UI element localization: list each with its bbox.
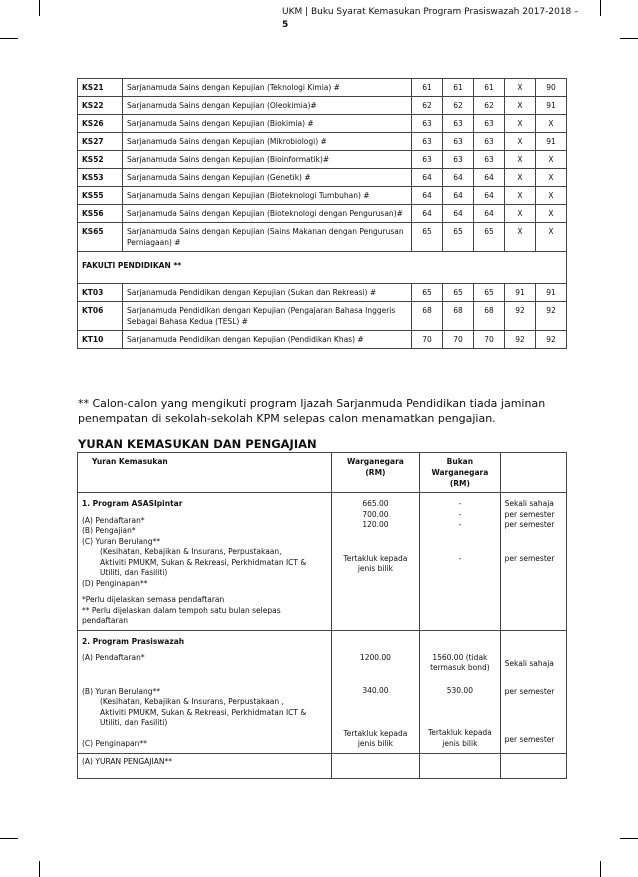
score-col-1: 65 xyxy=(412,284,443,302)
score-col-1: 65 xyxy=(412,223,443,252)
program-row xyxy=(78,97,567,115)
prasiswazah-citizen: 1200.00 340.00 Tertakluk kepada jenis bilik xyxy=(331,630,419,753)
score-col-5: 92 xyxy=(536,302,567,331)
crop-mark xyxy=(600,861,601,877)
score-col-5: X xyxy=(536,187,567,205)
prasiswazah-period: Sekali sahaja per semester per semester xyxy=(500,630,566,753)
score-col-4: X xyxy=(505,97,536,115)
program-name: Sarjanamuda Sains dengan Kepujian (Genetik) # xyxy=(123,169,412,187)
score-col-4: X xyxy=(505,151,536,169)
score-col-3: 65 xyxy=(474,284,505,302)
col-head-period xyxy=(500,453,566,493)
pengajian-label: (A) YURAN PENGAJIAN** xyxy=(78,753,332,778)
empty-cell xyxy=(500,753,566,778)
score-col-4: X xyxy=(505,115,536,133)
score-col-1: 64 xyxy=(412,169,443,187)
program-code: KT03 xyxy=(78,284,123,302)
score-col-2: 64 xyxy=(443,205,474,223)
program-code: KT06 xyxy=(78,302,123,331)
score-col-5: 91 xyxy=(536,284,567,302)
empty-cell xyxy=(420,753,501,778)
score-col-5: X xyxy=(536,223,567,252)
program-code: KT10 xyxy=(78,331,123,349)
score-col-1: 63 xyxy=(412,133,443,151)
crop-mark xyxy=(39,861,40,877)
crop-mark xyxy=(620,38,638,39)
score-col-5: X xyxy=(536,169,567,187)
program-name: Sarjanamuda Sains dengan Kepujian (Bioteknologi dengan Pengurusan)# xyxy=(123,205,412,223)
score-col-3: 61 xyxy=(474,79,505,97)
score-col-2: 63 xyxy=(443,151,474,169)
crop-mark xyxy=(0,838,18,839)
col-head-noncitizen: Bukan Warganegara (RM) xyxy=(420,453,501,493)
program-code: KS27 xyxy=(78,133,123,151)
col-head-fee: Yuran Kemasukan xyxy=(78,453,332,493)
program-row xyxy=(78,223,567,252)
score-col-2: 62 xyxy=(443,97,474,115)
program-code: KS26 xyxy=(78,115,123,133)
prasiswazah-items: 2. Program Prasiswazah (A) Pendaftaran* (B) Yuran Berulang** (Kesihatan, Kebajikan & Insurans, Perpustakaan , Aktiviti PMUKM, Sukan & Rekreasi, Perkhidmatan ICT & Utiliti, dan Fasiliti) (C) Penginapan** xyxy=(78,630,332,753)
program-row xyxy=(78,169,567,187)
program-row xyxy=(78,284,567,302)
asasi-noncitizen: - - - - xyxy=(420,493,501,631)
crop-mark xyxy=(0,38,18,39)
crop-mark xyxy=(620,838,638,839)
program-name: Sarjanamuda Sains dengan Kepujian (Oleokimia)# xyxy=(123,97,412,115)
program-code: KS55 xyxy=(78,187,123,205)
fees-heading: YURAN KEMASUKAN DAN PENGAJIAN xyxy=(78,437,317,451)
asasi-items: 1. Program ASASIpintar (A) Pendaftaran* (B) Pengajian* (C) Yuran Berulang** (Kesihatan, Kebajikan & Insurans, Perpustakaan, Aktiviti PMUKM, Sukan & Rekreasi, Perkhidmatan ICT & Utiliti, dan Fasiliti) (D) Penginapan** *Perlu dijelaskan semasa pendaftaran ** Perlu dijelaskan dalam tempoh satu bulan selepas pendaftaran xyxy=(78,493,332,631)
program-name: Sarjanamuda Sains dengan Kepujian (Bioinformatik)# xyxy=(123,151,412,169)
score-col-1: 63 xyxy=(412,115,443,133)
program-row xyxy=(78,302,567,331)
score-col-5: 91 xyxy=(536,97,567,115)
score-col-3: 63 xyxy=(474,133,505,151)
score-col-5: X xyxy=(536,115,567,133)
score-col-4: X xyxy=(505,205,536,223)
score-col-1: 62 xyxy=(412,97,443,115)
program-code: KS21 xyxy=(78,79,123,97)
prasiswazah-noncitizen: 1560.00 (tidak termasuk bond) 530.00 Tertakluk kepada jenis bilik xyxy=(420,630,501,753)
program-name: Sarjanamuda Sains dengan Kepujian (Mikrobiologi) # xyxy=(123,133,412,151)
score-col-4: X xyxy=(505,79,536,97)
fees-section-prasiswazah xyxy=(78,630,567,753)
fees-section-pengajian xyxy=(78,753,567,778)
score-col-3: 62 xyxy=(474,97,505,115)
score-col-2: 61 xyxy=(443,79,474,97)
program-name: Sarjanamuda Pendidikan dengan Kepujian (Pengajaran Bahasa Inggeris Sebagai Bahasa Kedua (TESL) # xyxy=(123,302,412,331)
score-col-5: 92 xyxy=(536,331,567,349)
fees-section-asasi xyxy=(78,493,567,631)
program-name: Sarjanamuda Sains dengan Kepujian (Bioteknologi Tumbuhan) # xyxy=(123,187,412,205)
score-col-3: 65 xyxy=(474,223,505,252)
program-row xyxy=(78,79,567,97)
program-name: Sarjanamuda Pendidikan dengan Kepujian (Sukan dan Rekreasi) # xyxy=(123,284,412,302)
asasi-citizen: 665.00 700.00 120.00 Tertakluk kepada jenis bilik xyxy=(331,493,419,631)
score-col-2: 65 xyxy=(443,284,474,302)
score-col-1: 64 xyxy=(412,187,443,205)
asasi-period: Sekali sahaja per semester per semester per semester xyxy=(500,493,566,631)
crop-mark xyxy=(600,0,601,16)
score-col-5: 91 xyxy=(536,133,567,151)
score-col-5: X xyxy=(536,151,567,169)
crop-mark xyxy=(39,0,40,16)
program-row xyxy=(78,187,567,205)
page-number: 5 xyxy=(282,20,289,30)
program-row xyxy=(78,151,567,169)
page-header xyxy=(282,6,582,32)
score-col-4: 91 xyxy=(505,284,536,302)
score-col-2: 70 xyxy=(443,331,474,349)
score-col-3: 68 xyxy=(474,302,505,331)
program-code: KS53 xyxy=(78,169,123,187)
score-col-5: X xyxy=(536,205,567,223)
program-table xyxy=(77,78,567,349)
score-col-1: 64 xyxy=(412,205,443,223)
score-col-4: X xyxy=(505,223,536,252)
program-name: Sarjanamuda Sains dengan Kepujian (Sains Makanan dengan Pengurusan Perniagaan) # xyxy=(123,223,412,252)
fees-table xyxy=(77,452,567,779)
score-col-3: 70 xyxy=(474,331,505,349)
score-col-2: 65 xyxy=(443,223,474,252)
empty-cell xyxy=(331,753,419,778)
score-col-2: 64 xyxy=(443,169,474,187)
score-col-4: 92 xyxy=(505,331,536,349)
score-col-4: X xyxy=(505,169,536,187)
program-code: KS22 xyxy=(78,97,123,115)
score-col-4: X xyxy=(505,133,536,151)
faculty-label: FAKULTI PENDIDIKAN ** xyxy=(78,252,567,284)
score-col-2: 63 xyxy=(443,115,474,133)
score-col-1: 63 xyxy=(412,151,443,169)
score-col-3: 64 xyxy=(474,169,505,187)
program-row xyxy=(78,205,567,223)
score-col-3: 63 xyxy=(474,115,505,133)
header-text: UKM | Buku Syarat Kemasukan Program Prasiswazah 2017-2018 – xyxy=(282,7,579,17)
score-col-2: 68 xyxy=(443,302,474,331)
program-name: Sarjanamuda Pendidikan dengan Kepujian (Pendidikan Khas) # xyxy=(123,331,412,349)
score-col-1: 61 xyxy=(412,79,443,97)
fees-header-row xyxy=(78,453,567,493)
col-head-citizen: Warganegara (RM) xyxy=(331,453,419,493)
score-col-5: 90 xyxy=(536,79,567,97)
program-code: KS56 xyxy=(78,205,123,223)
education-note: ** Calon-calon yang mengikuti program Ijazah Sarjanmuda Pendidikan tiada jaminan penempatan di sekolah-sekolah KPM selepas calon menamatkan pengajian. xyxy=(78,397,546,425)
program-row xyxy=(78,331,567,349)
score-col-1: 68 xyxy=(412,302,443,331)
score-col-3: 64 xyxy=(474,187,505,205)
score-col-2: 64 xyxy=(443,187,474,205)
program-name: Sarjanamuda Sains dengan Kepujian (Teknologi Kimia) # xyxy=(123,79,412,97)
program-row xyxy=(78,115,567,133)
faculty-row xyxy=(78,252,567,284)
score-col-2: 63 xyxy=(443,133,474,151)
score-col-3: 63 xyxy=(474,151,505,169)
score-col-1: 70 xyxy=(412,331,443,349)
score-col-4: 92 xyxy=(505,302,536,331)
program-code: KS52 xyxy=(78,151,123,169)
score-col-4: X xyxy=(505,187,536,205)
program-name: Sarjanamuda Sains dengan Kepujian (Biokimia) # xyxy=(123,115,412,133)
program-code: KS65 xyxy=(78,223,123,252)
score-col-3: 64 xyxy=(474,205,505,223)
program-row xyxy=(78,133,567,151)
